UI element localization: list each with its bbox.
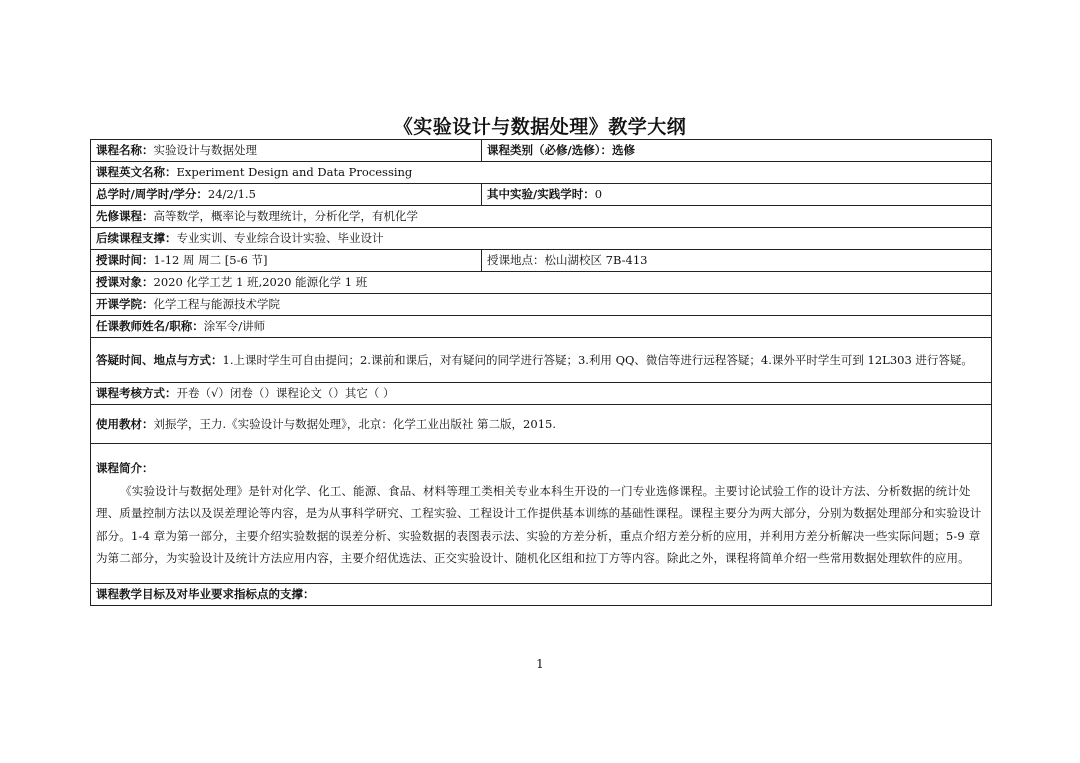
textbook-cell bbox=[91, 405, 992, 444]
objectives-cell bbox=[91, 584, 992, 606]
location-text: 授课地点：松山湖校区 7B-413 bbox=[487, 253, 648, 268]
table-row bbox=[91, 184, 992, 206]
hours-label: 总学时/周学时/学分： bbox=[96, 187, 208, 202]
target-cell bbox=[91, 272, 992, 294]
college-cell bbox=[91, 294, 992, 316]
textbook-value: 刘振学，王力.《实验设计与数据处理》，北京：化学工业出版社 第二版，2015. bbox=[153, 416, 556, 431]
objectives-label: 课程教学目标及对毕业要求指标点的支撑： bbox=[96, 587, 315, 602]
qa-cell bbox=[91, 338, 992, 383]
table-row bbox=[91, 316, 992, 338]
followup-cell bbox=[91, 228, 992, 250]
english-name-value: Experiment Design and Data Processing bbox=[176, 165, 413, 180]
table-row bbox=[91, 140, 992, 162]
course-name-label: 课程名称： bbox=[96, 143, 154, 158]
followup-label: 后续课程支撑： bbox=[96, 231, 177, 246]
lab-hours-label: 其中实验/实践学时： bbox=[487, 187, 595, 202]
table-row bbox=[91, 405, 992, 444]
location-cell bbox=[482, 250, 992, 272]
hours-cell bbox=[91, 184, 482, 206]
hours-value: 24/2/1.5 bbox=[207, 187, 256, 202]
teacher-value: 涂军令/讲师 bbox=[203, 319, 266, 334]
college-label: 开课学院： bbox=[96, 297, 154, 312]
english-name-label: 课程英文名称： bbox=[96, 165, 177, 180]
assessment-label: 课程考核方式： bbox=[96, 386, 177, 401]
table-row bbox=[91, 383, 992, 405]
teacher-label: 任课教师姓名/职称： bbox=[96, 319, 204, 334]
course-name-value: 实验设计与数据处理 bbox=[153, 143, 257, 158]
qa-value: 1.上课时学生可自由提问；2.课前和课后，对有疑问的同学进行答疑；3.利用 QQ、微信等进行远程答疑；4.课外平时学生可到 12L303 进行答疑。 bbox=[222, 353, 973, 367]
table-row bbox=[91, 294, 992, 316]
table-row bbox=[91, 444, 992, 584]
time-cell bbox=[91, 250, 482, 272]
table-row bbox=[91, 228, 992, 250]
page-number: 1 bbox=[536, 657, 544, 671]
course-type-cell bbox=[482, 140, 992, 162]
table-row bbox=[91, 272, 992, 294]
intro-cell bbox=[91, 444, 992, 584]
target-label: 授课对象： bbox=[96, 275, 154, 290]
college-value: 化学工程与能源技术学院 bbox=[153, 297, 280, 312]
intro-body: 《实验设计与数据处理》是针对化学、化工、能源、食品、材料等理工类相关专业本科生开设的一门专业选修课程。主要讨论试验工作的设计方法、分析数据的统计处理、质量控制方法以及误差理论等内容，是为从事科学研究、工程实验、工程设计工作提供基本训练的基础性课程。课程主要分为两大部分，分别为数据处理部分和实验设计部分。1-4 章为第一部分，主要介绍实验数据的误差分析、实验数据的表图表示法、实验的方差分析，重点介绍方差分析的应用，并利用方差分析解决一些实际问题；5-9 章为第二部分，为实验设计及统计方法应用内容，主要介绍优选法、正交实验设计、随机化区组和拉丁方等内容。除此之外，课程将简单介绍一些常用数据处理软件的应用。 bbox=[96, 483, 982, 566]
syllabus-table bbox=[90, 139, 992, 606]
table-row bbox=[91, 162, 992, 184]
document-title: 《实验设计与数据处理》教学大纲 bbox=[393, 116, 687, 138]
table-row bbox=[91, 338, 992, 383]
assessment-cell bbox=[91, 383, 992, 405]
prereq-value: 高等数学，概率论与数理统计，分析化学，有机化学 bbox=[153, 209, 418, 224]
qa-label: 答疑时间、地点与方式： bbox=[96, 353, 223, 367]
target-value: 2020 化学工艺 1 班,2020 能源化学 1 班 bbox=[153, 275, 368, 290]
textbook-label: 使用教材： bbox=[96, 416, 154, 431]
followup-value: 专业实训、专业综合设计实验、毕业设计 bbox=[176, 231, 384, 246]
time-label: 授课时间： bbox=[96, 253, 154, 268]
course-name-cell bbox=[91, 140, 482, 162]
assessment-value: 开卷（√）闭卷（）课程论文（）其它（ ） bbox=[176, 386, 395, 401]
table-row bbox=[91, 584, 992, 606]
prereq-label: 先修课程： bbox=[96, 209, 154, 224]
english-name-cell bbox=[91, 162, 992, 184]
time-value: 1-12 周 周二 [5-6 节] bbox=[153, 253, 268, 268]
table-row bbox=[91, 250, 992, 272]
intro-label: 课程简介： bbox=[96, 461, 154, 476]
lab-hours-value: 0 bbox=[594, 187, 603, 202]
table-row bbox=[91, 206, 992, 228]
teacher-cell bbox=[91, 316, 992, 338]
prereq-cell bbox=[91, 206, 992, 228]
lab-hours-cell bbox=[482, 184, 992, 206]
course-type-label: 课程类别（必修/选修）：选修 bbox=[487, 143, 635, 158]
